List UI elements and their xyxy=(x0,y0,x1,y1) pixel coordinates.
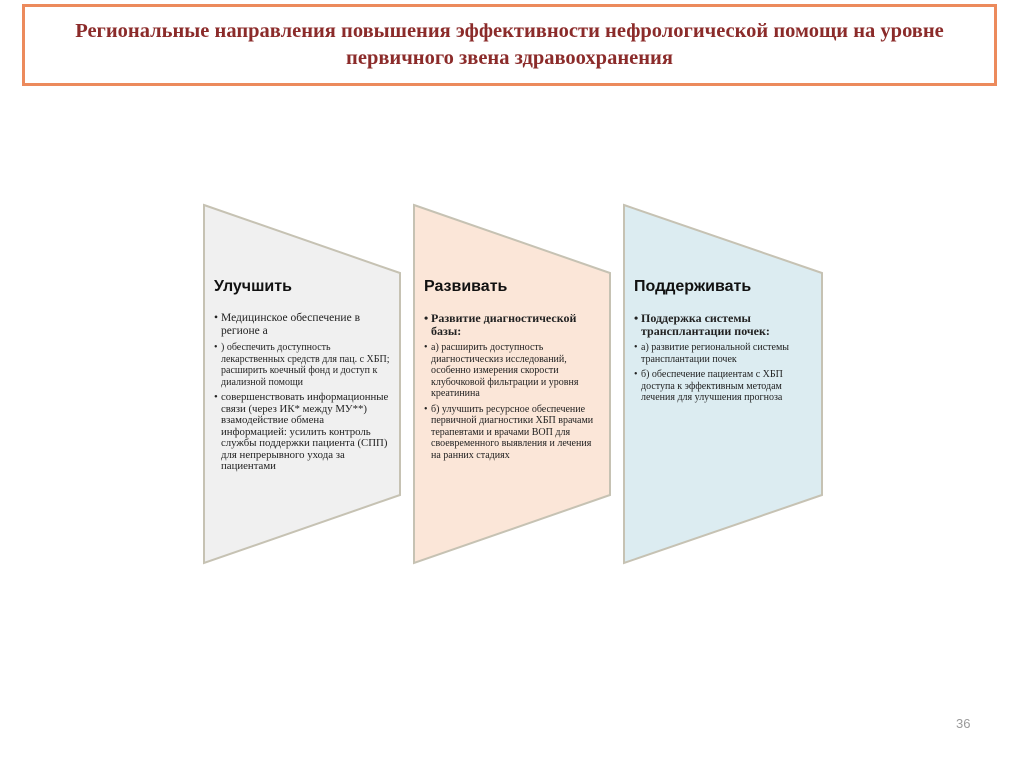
slide-title: Региональные направления повышения эффективности нефрологической помощи на уровне первичного звена здравоохранения xyxy=(75,20,944,69)
bullet-item: • Поддержка системы трансплантации почек: xyxy=(634,312,812,338)
panel-bullet-list xyxy=(634,312,812,404)
panel-bullet-list xyxy=(214,312,392,473)
page-number: 36 xyxy=(956,716,971,731)
bullet-item: • б) обеспечение пациентам с ХБП доступа к эффективным методам лечения для улучшения прогноза xyxy=(634,369,812,404)
panel-heading: Поддерживать xyxy=(634,278,752,295)
panel-heading: Улучшить xyxy=(214,278,292,295)
bullet-item: • Развитие диагностической базы: xyxy=(424,312,596,338)
panel-bullet-list xyxy=(424,312,596,461)
bullet-item: • совершенствовать информационные связи (через ИК* между МУ**) взамодействие обмена информацией: усилить контроль службы поддержки пациента (СПП) для непрерывного ухода за пациентами xyxy=(214,392,392,473)
panel-support xyxy=(634,278,812,408)
panel-improve xyxy=(214,278,392,477)
bullet-item: • а) развитие региональной системы трансплантации почек xyxy=(634,342,812,365)
bullet-item: • Медицинское обеспечение в регионе а xyxy=(214,312,392,338)
panel-develop xyxy=(424,278,596,465)
bullet-item: • ) обеспечить доступность лекарственных средств для пац. с ХБП; расширить коечный фонд и доступ к диализной помощи xyxy=(214,342,392,388)
bullet-item: • б) улучшить ресурсное обеспечение первичной диагностики ХБП врачами терапевтами и врачами ВОП для своевременного выявления и лечения на ранних стадиях xyxy=(424,404,596,462)
bullet-item: • а) расширить доступность диагностическиз исследований, особенно измерения скорости клубочковой фильтрации и уровня креатинина xyxy=(424,342,596,400)
panel-heading: Развивать xyxy=(424,278,508,295)
